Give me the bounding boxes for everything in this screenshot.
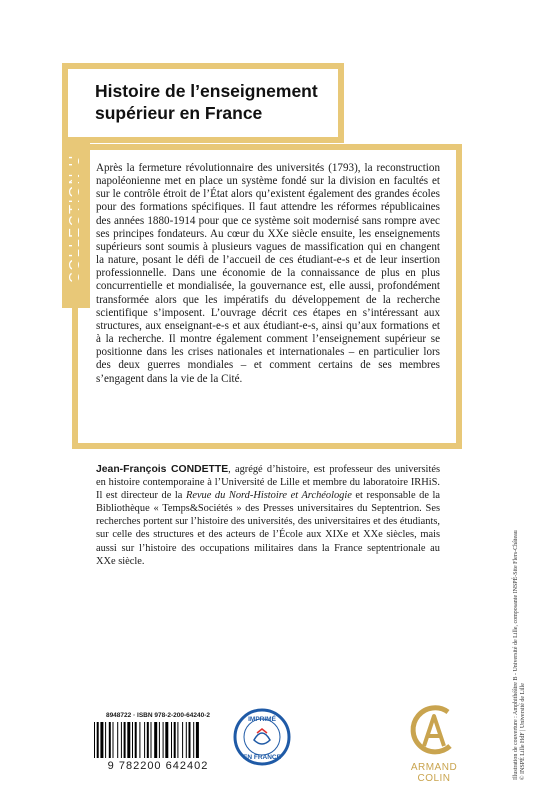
collection-label: COLLECTION U	[66, 154, 83, 283]
author-bio-part-1: , agrégé d’histoire, est professeur des universités en histoire contemporaine à l’Université de Lille et membre du laboratoire IRHiS. Il est directeur de la	[96, 464, 440, 502]
cover-credit-line-1: Illustration de couverture : Amphithéâtre B - Université de Lille, composante INSPÉ-Site Flers-Château	[513, 530, 519, 780]
title-line-2: supérieur en France	[95, 103, 263, 123]
journal-title: Revue du Nord-Histoire et Archéologie	[185, 490, 352, 502]
barcode-number: 9 782200 642402	[107, 760, 209, 772]
badge-bottom-text: EN FRANCE	[243, 754, 281, 761]
cover-credit	[513, 530, 527, 780]
author-name: Jean-François CONDETTE	[96, 464, 229, 475]
barcode	[88, 712, 228, 772]
author-bio-part-2: et responsable de la Bibliothèque « Temps&Sociétés » des Presses universitaires du Septentrion. Ses recherches portent sur l’histoire des universités, des universitaires et des étudiants, sur celle des structures et des acteurs de l’École aux XIXe et XXe siècles, mais aussi sur l’histoire des occupations militaires dans la France septentrionale au XXe siècle.	[96, 490, 440, 567]
book-title	[95, 80, 345, 124]
badge-top-text: IMPRIMÉ	[248, 716, 276, 723]
title-line-1: Histoire de l’enseignement	[95, 81, 318, 101]
armand-colin-logo	[408, 702, 460, 760]
barcode-bars	[92, 722, 224, 760]
book-description: Après la fermeture révolutionnaire des universités (1793), la reconstruction napoléonienne met en place un système fondé sur la division en facultés et sur le contrôle étroit de l’État alors qu’existent également des grandes écoles pour des formations spécifiques. Il faut attendre les réformes républicaines des années 1880-1914 pour que ce système soit modernisé sans rompre avec ses principes fondateurs. Au cœur du XXe siècle ensuite, les enseignements supérieurs sont soumis à plusieurs vagues de massification qui en changent la nature, posant le défi de l’accueil de ces étudiant-e-s et de leur insertion professionnelle. Dans une économie de la connaissance de plus en plus concurrentielle et mondialisée, la gouvernance est, elle aussi, profondément transformée alors que les impératifs du développement de la recherche scientifique s’imposent. L’ouvrage décrit ces étapes en s’intéressant aux structures, aux enseignant-e-s et aux étudiant-e-s, ainsi qu’aux formations et à la recherche. Il montre également comment l’enseignement supérieur se positionne dans les crises nationales et internationales – en particulier lors des deux guerres mondiales – et comment certains de ses membres s’engagent dans la vie de la Cité.	[96, 162, 440, 385]
publisher-name: ARMAND COLIN	[410, 762, 458, 784]
author-bio	[96, 463, 440, 568]
isbn-text: 8948722 · ISBN 978-2-200-64240-2	[105, 712, 211, 719]
printed-in-france-badge	[233, 708, 291, 766]
cover-credit-line-2: © INSPÉ Lille HdF | Université de Lille	[520, 683, 526, 780]
